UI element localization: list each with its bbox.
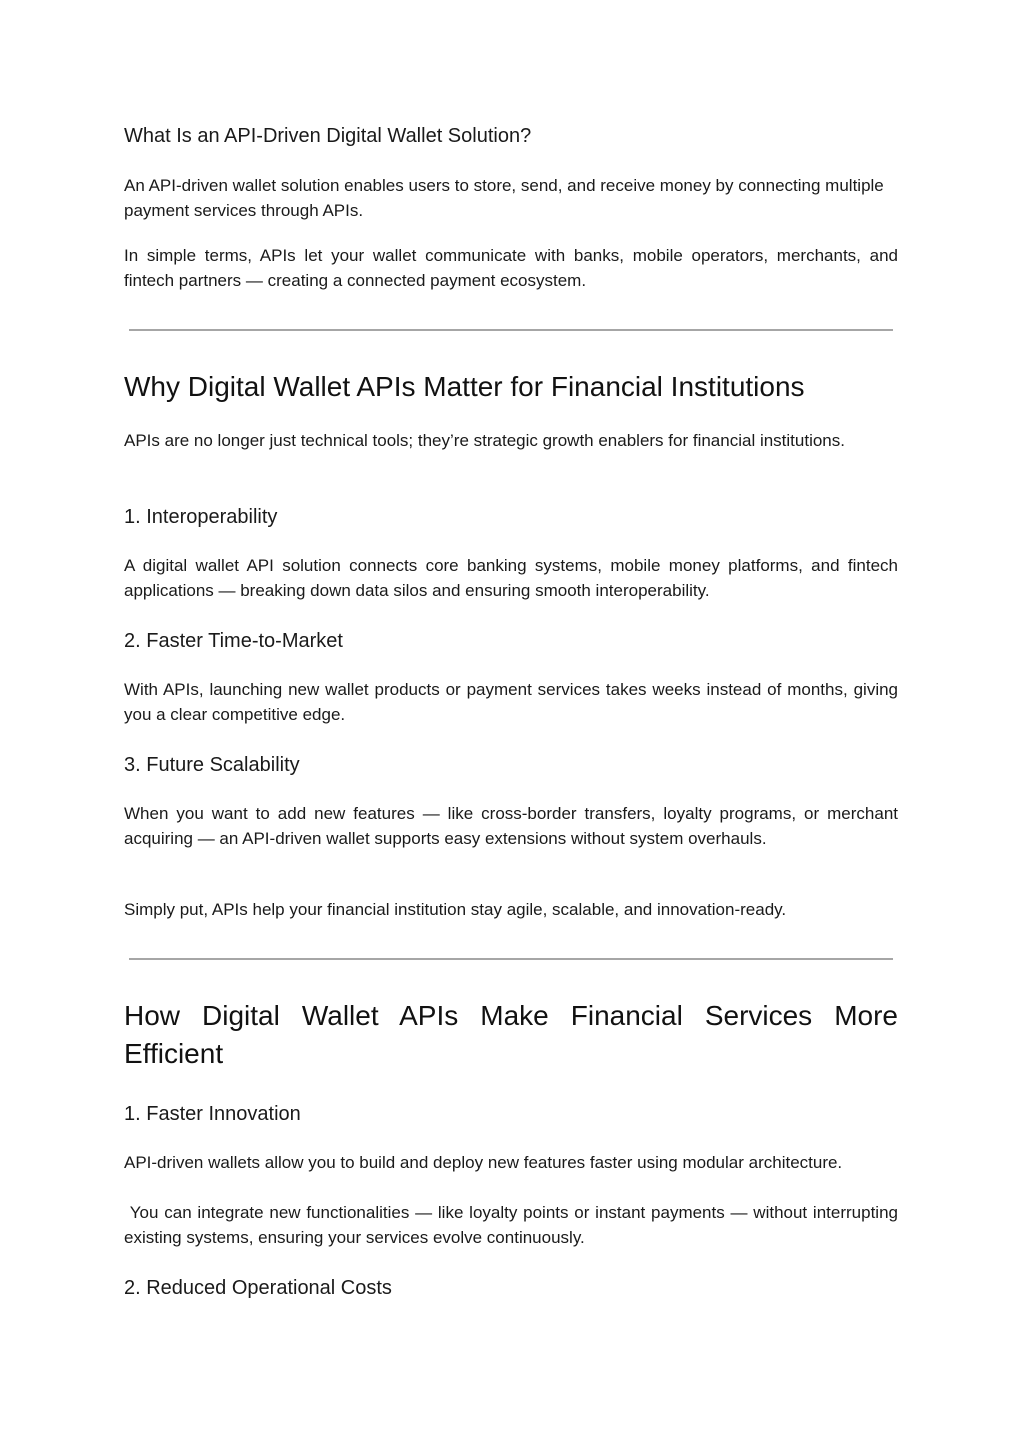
paragraph-scalability: When you want to add new features — like cross-border transfers, loyalty programs, or merchant acquiring — an API-driven wallet supports easy extensions without system overhauls. bbox=[124, 804, 898, 848]
subheading-time-to-market: 2. Faster Time-to-Market bbox=[124, 630, 343, 652]
paragraph-definition: An API-driven wallet solution enables users to store, send, and receive money by connecting multiple payment services through APIs. bbox=[124, 176, 884, 220]
subheading-reduced-costs: 2. Reduced Operational Costs bbox=[124, 1277, 392, 1299]
paragraph-time-to-market: With APIs, launching new wallet products or payment services takes weeks instead of months, giving you a clear competitive edge. bbox=[124, 680, 898, 724]
section-heading-how-efficient: How Digital Wallet APIs Make Financial Services More Efficient bbox=[124, 1000, 898, 1069]
subheading-interoperability: 1. Interoperability bbox=[124, 506, 278, 528]
paragraph-simple-terms: In simple terms, APIs let your wallet communicate with banks, mobile operators, merchants, and fintech partners — creating a connected payment ecosystem. bbox=[124, 246, 898, 290]
subheading-faster-innovation: 1. Faster Innovation bbox=[124, 1103, 301, 1125]
paragraph-why-summary: Simply put, APIs help your financial institution stay agile, scalable, and innovation-ready. bbox=[124, 900, 787, 919]
section-heading-what-is: What Is an API-Driven Digital Wallet Solution? bbox=[124, 125, 532, 147]
section-heading-why-matter: Why Digital Wallet APIs Matter for Financial Institutions bbox=[124, 371, 805, 402]
paragraph-faster-innovation-1: API-driven wallets allow you to build and deploy new features faster using modular architecture. bbox=[124, 1153, 843, 1172]
paragraph-interoperability: A digital wallet API solution connects core banking systems, mobile money platforms, and fintech applications — breaking down data silos and ensuring smooth interoperability. bbox=[124, 556, 898, 600]
subheading-scalability: 3. Future Scalability bbox=[124, 754, 300, 776]
paragraph-faster-innovation-2: You can integrate new functionalities — like loyalty points or instant payments — without interrupting existing systems, ensuring your services evolve continuously. bbox=[124, 1203, 903, 1247]
horizontal-divider bbox=[129, 958, 893, 960]
horizontal-divider bbox=[129, 329, 893, 331]
paragraph-why-intro: APIs are no longer just technical tools; they’re strategic growth enablers for financial institutions. bbox=[124, 431, 845, 450]
